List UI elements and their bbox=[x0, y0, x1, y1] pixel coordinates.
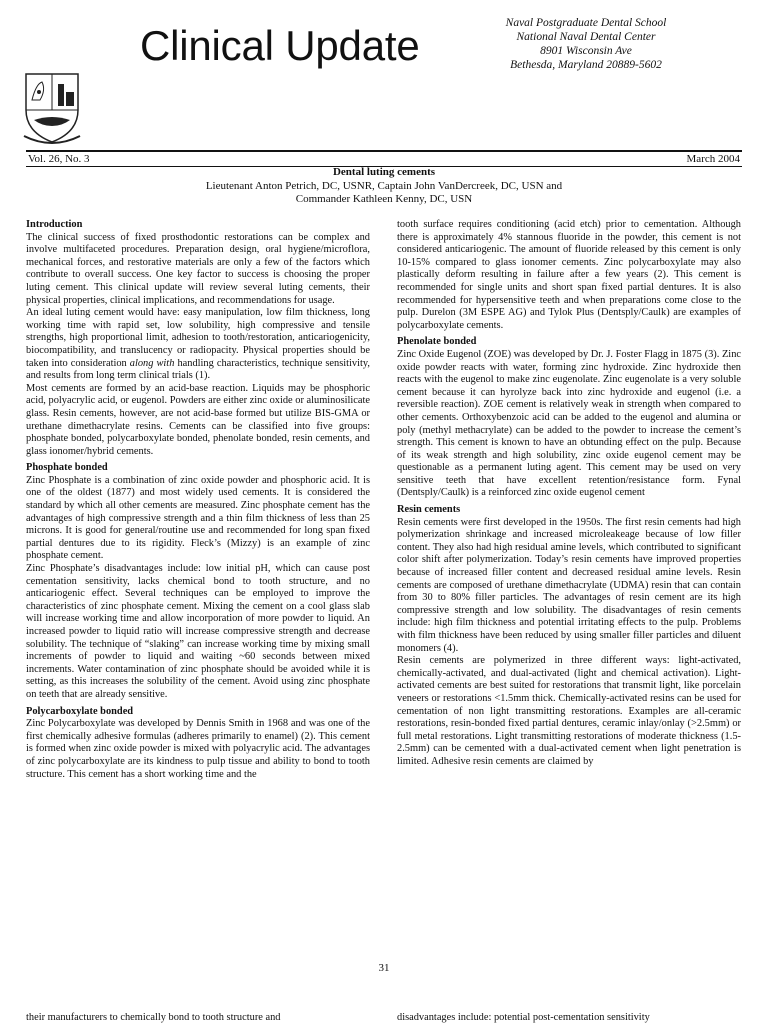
emphasis-text: along with bbox=[129, 357, 175, 369]
address-line: Bethesda, Maryland 20889-5602 bbox=[510, 59, 662, 71]
address-line: National Naval Dental Center bbox=[516, 31, 656, 43]
address-line: Naval Postgraduate Dental School bbox=[505, 17, 667, 29]
section-heading: Phenolate bonded bbox=[397, 336, 477, 348]
paragraph: Resin cements are polymerized in three different ways: light-activated, chemically-activated, and dual-activated (light and chemical activation). Light-activated cements are best suited for restorations that transmit light, like porcelain veneers or restorations <1.5mm thick. Chemically-activated resins can be used for cementation of non light transmitting restorations. Examples are all-ceramic restorations, resin-bonded fixed partial dentures, ceramic inlay/onlay (>2.5mm) or full metal restorations. Light transmitting restorations of moderate thickness (1.5-2.5mm) can be cemented with a dual-activated cement when light penetration is limited. Adhesive resin cements are claimed by bbox=[397, 655, 741, 767]
institution-address bbox=[466, 16, 706, 72]
paragraph-text: handling characteristics, technique sensitivity, and results from long term clinical trials (1). bbox=[26, 357, 370, 382]
paragraph bbox=[26, 307, 370, 383]
page-number: 31 bbox=[378, 962, 390, 974]
section-heading: Phosphate bonded bbox=[26, 462, 108, 474]
authors-line: Lieutenant Anton Petrich, DC, USNR, Captain John VanDercreek, DC, USN and bbox=[205, 180, 563, 192]
paragraph: Resin cements were first developed in the 1950s. The first resin cements had high polymerization shrinkage and increased microleakeage because of low filler content. They also had high residual amine levels, which contributed to significant color shift after polymerization. Today’s resin cements have improved properties because of increased filler content and decreased residual amine levels. Resin cements are composed of urethane dimethacrylate (UDMA) resin that can contain from 30 to 80% filler particles. The advantages of resin cement are its high compressive strength and low solubility. The disadvantages of resin cements include: high film thickness and potential irritating effects to the pulp. Problems with film thickness have been reduced by using smaller filler particles and diluent monomers (4). bbox=[397, 516, 741, 654]
paragraph: Zinc Phosphate is a combination of zinc oxide powder and phosphoric acid. It is one of the oldest (1877) and most widely used cements. It is considered the standard by which all other cements are measured. Zinc phosphate cement has the advantages of high compressive strength and a thin film thickness of less than 25 microns. It is good for general/routine use and recommended for long span fixed partial dentures due to its rigidity. Fleck’s (Mizzy) is an example of zinc phosphate cement. bbox=[26, 474, 370, 562]
authors-line: Commander Kathleen Kenny, DC, USN bbox=[295, 193, 473, 205]
paragraph-text: An ideal luting cement would have: easy manipulation, low film thickness, long working time with rapid set, low solubility, high compressive and tensile strengths, high proportional limit, adhesion to tooth/restoration, anticariogenicity, biocompatibility, and translucency or radiopacity. Physical properties should be taken into consideration bbox=[26, 307, 370, 369]
school-crest-icon bbox=[22, 70, 82, 146]
paragraph: Zinc Phosphate’s disadvantages include: low initial pH, which can cause post cementation sensitivity, lacks chemical bond to tooth structure, and no anticariogenic effect. Several techniques can be employed to improve the characteristics of zinc phosphate cement. Mixing the cement on a cool glass slab will increase working time and allow incorporation of more powder to liquid. An increased powder to liquid ratio will increase compressive strength and decrease solubility. The technique of “slaking” can increase working time by mixing small increments of powder to liquid and waiting ~60 seconds between mixed increments. Water contamination of zinc phosphate should be avoided while it is setting, as this increases the solubility of the cement. Avoid using zinc phosphate on teeth that are already sensitive. bbox=[26, 563, 370, 700]
section-heading: Resin cements bbox=[397, 504, 461, 516]
next-page-text-right: disadvantages include: potential post-cementation sensitivity bbox=[397, 1012, 650, 1023]
section-heading: Introduction bbox=[26, 219, 83, 230]
issue-bar bbox=[26, 150, 742, 167]
section-heading: Polycarboxylate bonded bbox=[26, 705, 134, 717]
left-column bbox=[26, 219, 370, 781]
volume-label: Vol. 26, No. 3 bbox=[28, 153, 90, 165]
paragraph: Most cements are formed by an acid-base reaction. Liquids may be phosphoric acid, polyacrylic acid, or eugenol. Powders are either zinc oxide or aluminosilicate glass. Resin cements, however, are not acid-base formed but utilize BIS-GMA or urethane dimethacrylate resins. Cements can be classified into five groups: phosphate bonded, polycarboxylate bonded, phenolate bonded, resin cements, and glass ionomer/hybrid cements. bbox=[26, 382, 370, 457]
paragraph: tooth surface requires conditioning (acid etch) prior to cementation. Although there is approximately 4% stannous fluoride in the powder, this cement is not considered anticariogenic. The amount of fluoride released by this cement is only 10-15% compared to glass ionomer cements. Zinc polycarboxylate may also plastically deform resulting in failure after a few years (2). This cement is recommended for single units and short span fixed partial dentures. It is also recommended for hypersensitive teeth and when preparations come close to the pulp. Durelon (3M ESPE AG) and Tylok Plus (Dentsply/Caulk) are examples of polycarboxylate cements. bbox=[397, 219, 741, 331]
paragraph: The clinical success of fixed prosthodontic restorations can be complex and involve multifaceted procedures. Preparation design, oral hygiene/microflora, mechanical forces, and restorative materials are only a few of the factors which contribute to overall success. One key factor to success is choosing the proper luting cement. This clinical update will review several luting cements, their physical properties, clinical implications, and recommendations for usage. bbox=[26, 231, 370, 306]
right-column bbox=[397, 219, 741, 769]
article-title: Dental luting cements bbox=[332, 166, 436, 178]
article-authors bbox=[0, 180, 768, 206]
newsletter-title: Clinical Update bbox=[140, 22, 420, 69]
next-page-text-left: their manufacturers to chemically bond to tooth structure and bbox=[26, 1012, 281, 1023]
issue-date: March 2004 bbox=[686, 153, 740, 165]
paragraph: Zinc Oxide Eugenol (ZOE) was developed by Dr. J. Foster Flagg in 1875 (3). Zinc oxide powder reacts with water, forming zinc hydroxide. Zinc hydroxide then reacts with the eugenol to make zinc eugenolate. Zinc eugenolate is a very soluble cement because it can hyrolyze back into zinc hydroxide and eugenol (i.e. a reversible reaction). ZOE cement is relatively weak in strength when compared to other cements. Orthoxybenzoic acid can be added to the eugenol and alumina or poly (methyl methacrylate) can be added to the powder to increase the cement’s strength. This cement is known to have an obtunding effect on the pulp. Because of its weak strength and high solubility, zinc oxide eugenol cement may be questionable as a permanent luting agent. This cement may be used on very sensitive teeth that have excellent retention/resistance form. Fynal (Dentsply/Caulk) is a reinforced zinc oxide eugenol cement bbox=[397, 348, 741, 499]
address-line: 8901 Wisconsin Ave bbox=[540, 45, 632, 57]
paragraph: Zinc Polycarboxylate was developed by Dennis Smith in 1968 and was one of the first chemically adhesive formulas (adheres primarily to enamel) (2). This cement is formed when zinc oxide powder is mixed with polyacrylic acid. The advantages of zinc polycarboxylate are its kindness to pulp tissue and ability to bond to tooth structure. This cement has a short working time and the bbox=[26, 718, 370, 780]
